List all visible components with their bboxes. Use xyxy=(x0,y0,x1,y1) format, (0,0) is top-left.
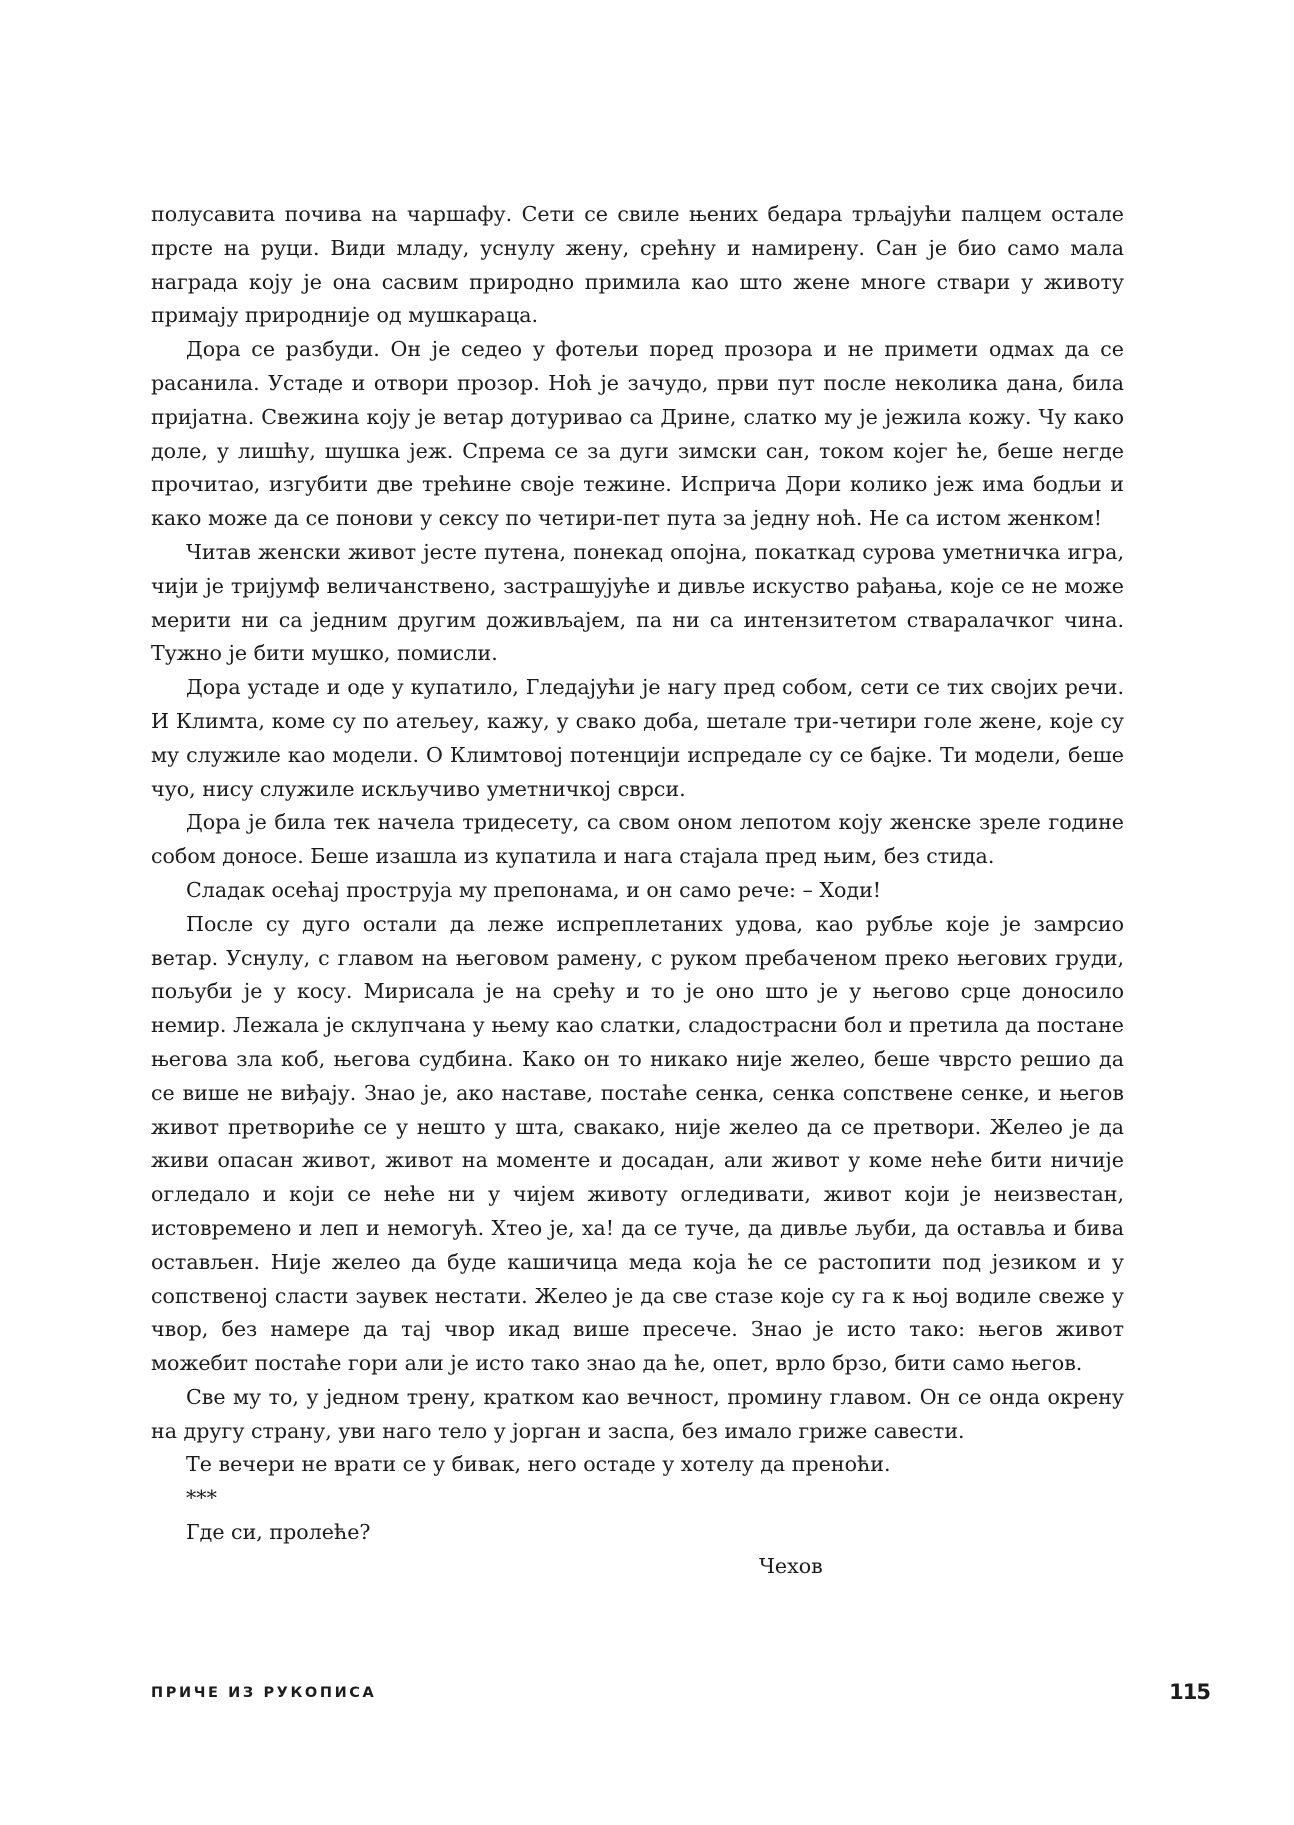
paragraph-2: Дора се разбуди. Он је седео у фотељи поред прозора и не примети одмах да се расанила. Устаде и отвори прозор. Ноћ је зачудо, први пут после неколика дана, била пријатна. Свежина коју је ветар дотуривао са Дрине, слатко му је јежила кожу. Чу како доле, у лишћу, шушка јеж. Спрема се за дуги зимски сан, током којег ће, беше негде прочитао, изгубити две трећине своје тежине. Исприча Дори колико јеж има бодљи и како може да се понови у сексу по четири-пет пута за једну ноћ. Не са истом женком! xyxy=(151,337,1124,531)
paragraph-7: После су дуго остали да леже испреплетаних удова, као рубље које је замрсио ветар. Уснулу, с главом на његовом рамену, с руком пребаченом преко његових груди, пољуби је у косу. Мирисала је на срећу и то је оно што је у његово срце доносило немир. Лежала је склупчана у њему као слатки, сладострасни бол и претила да постане његова зла коб, његова судбина. Како он то никако није желео, беше чврсто решио да се више не виђају. Знао је, ако наставе, постаће сенка, сенка сопствене сенке, и његов живот претвориће се у нешто у шта, свакако, није желео да се претвори. Желео је да живи опасан живот, живот на моменте и досадан, али живот у коме неће бити ничије огледало и који се неће ни у чијем животу огледивати, живот који је неизвестан, истовремено и леп и немогућ. Хтео је, ха! да се туче, да дивље љуби, да оставља и бива остављен. Није желео да буде кашичица меда која ће се растопити под језиком и у сопственој сласти заувек нестати. Желео је да све стазе које су га к њој водиле свеже у чвор, без намере да тај чвор икад више пресече. Знао је исто тако: његов живот можебит постаће гори али је исто тако знао да ће, опет, врло брзо, бити само његов. xyxy=(151,911,1124,1376)
paragraph-1: полусавита почива на чаршафу. Сети се свиле њених бедара трљајући палцем остале прсте на руци. Види младу, уснулу жену, срећну и намирену. Сан је био само мала награда коју је она сасвим природно примила као што жене многе ствари у животу примају природније од мушкараца. xyxy=(151,202,1124,328)
page-body xyxy=(151,198,1124,1584)
paragraph-6: Сладак осећај проструја му препонама, и он само рече: – Ходи! xyxy=(186,877,882,902)
paragraph-9: Те вечери не врати се у бивак, него остаде у хотелу да преноћи. xyxy=(186,1452,891,1477)
paragraph-8: Све му то, у једном трену, кратком као вечност, промину главом. Он се онда окрену на другу страну, уви наго тело у јорган и заспа, без имало гриже савести. xyxy=(151,1384,1124,1443)
paragraph-3: Читав женски живот јесте путена, понекад опојна, покаткад сурова уметничка игра, чији је тријумф величанствено, застрашујуће и дивље искуство рађања, које се не може мерити ни са једним другим доживљајем, па ни са интензитетом стваралачког чина. Тужно је бити мушко, помисли. xyxy=(151,539,1124,666)
page-number: 115 xyxy=(1169,1680,1210,1704)
section-break: *** xyxy=(186,1486,217,1511)
paragraph-4: Дора устаде и оде у купатило, Гледајући је нагу пред собом, сети се тих својих речи. И Климта, коме су по атељеу, кажу, у свако доба, шетале три-четири голе жене, које су му служиле као модели. О Климтовој потенцији испредале су се бајке. Ти модели, беше чуо, нису служиле искључиво уметничкој сврси. xyxy=(151,675,1124,801)
epigraph: Где си, пролеће? xyxy=(186,1520,371,1545)
page-footer xyxy=(151,1682,1210,1712)
running-title: ПРИЧЕ ИЗ РУКОПИСА xyxy=(151,1685,377,1701)
epigraph-author: Чехов xyxy=(759,1553,823,1578)
paragraph-5: Дора је била тек начела тридесету, са свом оном лепотом коју женске зреле године собом доносе. Беше изашла из купатила и нага стајала пред њим, без стида. xyxy=(151,810,1124,869)
